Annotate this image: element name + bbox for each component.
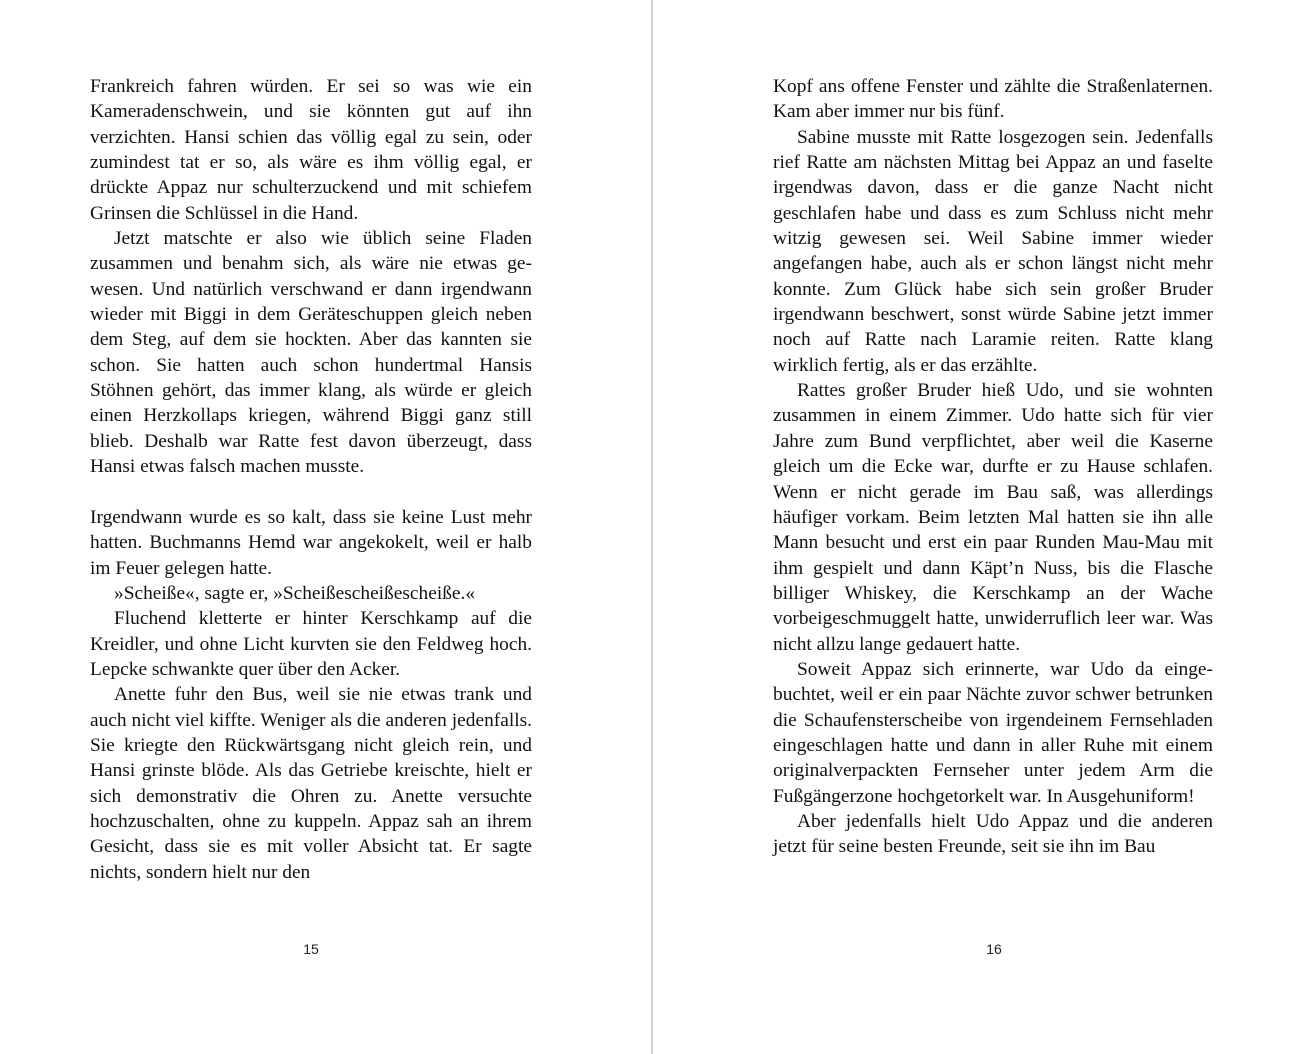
right-page [653,0,1305,1054]
paragraph: Jetzt matschte er also wie üblich seine Fladen zusammen und benahm sich, als wäre nie etwas gewesen. Und natürlich verschwand er dann irgendwann wieder mit Biggi in dem Geräteschuppen gleich neben dem Steg, auf dem sie hockten. Aber das kannten sie schon. Sie hatten auch schon hundertmal Hansis Stöhnen gehört, das immer klang, als würde er gleich einen Herzkollaps kriegen, während Biggi ganz still blieb. Deshalb war Ratte fest davon überzeugt, dass Hansi etwas falsch machen musste. [90,228,532,478]
page-number: 16 [986,941,1002,957]
right-page-text [773,74,1213,860]
paragraph: Irgendwann wurde es so kalt, dass sie keine Lust mehr hatten. Buchmanns Hemd war angekokelt, weil er halb im Feuer gelegen hatte. [90,506,532,579]
paragraph: Kopf ans offene Fenster und zählte die Straßenlaternen. Kam aber immer nur bis fünf. [773,76,1213,123]
left-page-text [90,74,532,885]
left-page [0,0,651,1054]
paragraph: Rattes großer Bruder hieß Udo, und sie wohnten zusammen in einem Zimmer. Udo hatte sich für vier Jahre zum Bund verpflichtet, aber weil die Kaserne gleich um die Ecke war, durfte er zu Hause schlafen. Wenn er nicht gerade im Bau saß, was allerdings häufiger vorkam. Beim letzten Mal hatten sie ihn alle Mann besucht und erst ein paar Runden Mau-Mau mit ihm gespielt und dann Käpt’n Nuss, bis die Flasche billiger Whiskey, die Kerschkamp an der Wache vorbeigeschmuggelt hatte, unwiderruflich leer war. Was nicht allzu lange gedauert hatte. [773,380,1213,655]
paragraph: Anette fuhr den Bus, weil sie nie etwas trank und auch nicht viel kiffte. Weniger als die anderen jedenfalls. Sie kriegte den Rückwärtsgang nicht gleich rein, und Hansi grinste blöde. Als das Getriebe kreischte, hielt er sich demonstrativ die Ohren zu. Anette versuchte hochzuschalten, ohne zu kuppeln. Appaz sah an ihrem Gesicht, dass sie es mit voller Absicht tat. Er sagte nichts, sondern hielt nur den [90,684,532,883]
page-number: 15 [303,941,319,957]
paragraph: »Scheiße«, sagte er, »Scheißescheißescheiße.« [114,582,476,604]
paragraph: Fluchend kletterte er hinter Kerschkamp auf die Kreidler, und ohne Licht kurvten sie den Feldweg hoch. Lepcke schwankte quer über den Acker. [90,608,532,680]
paragraph: Sabine musste mit Ratte losgezogen sein. Jedenfalls rief Ratte am nächsten Mittag bei Appaz an und faselte irgendwas davon, dass er die ganze Nacht nicht geschlafen habe und dass es zum Schluss nicht mehr witzig gewesen sei. Weil Sabine immer wieder angefangen habe, auch als er schon längst nicht mehr konnte. Zum Glück habe sich sein großer Bruder irgendwann beschwert, sonst würde Sabine jetzt immer noch auf Ratte nach Laramie reiten. Ratte klang wirklich fertig, als er das erzählte. [773,126,1213,376]
paragraph: Aber jedenfalls hielt Udo Appaz und die anderen jetzt für seine besten Freunde, seit sie ihn im Bau [773,810,1213,858]
paragraph: Frankreich fahren würden. Er sei so was wie ein Kameradenschwein, und sie könnten gut auf ihn verzichten. Hansi schien das völlig egal zu sein, oder zumindest tat er so, als wäre es ihm völlig egal, er drückte Appaz nur schulterzuckend und mit schiefem Grinsen die Schlüssel in die Hand. [90,76,532,224]
paragraph: Soweit Appaz sich erinnerte, war Udo da eingebuchtet, weil er ein paar Nächte zuvor schwer betrunken die Schaufensterscheibe von irgendeinem Fernsehladen eingeschlagen hatte und dann in aller Ruhe mit einem originalverpackten Fernseher unter jedem Arm die Fußgängerzone hochgetorkelt war. In Ausgehuniform! [773,658,1213,807]
